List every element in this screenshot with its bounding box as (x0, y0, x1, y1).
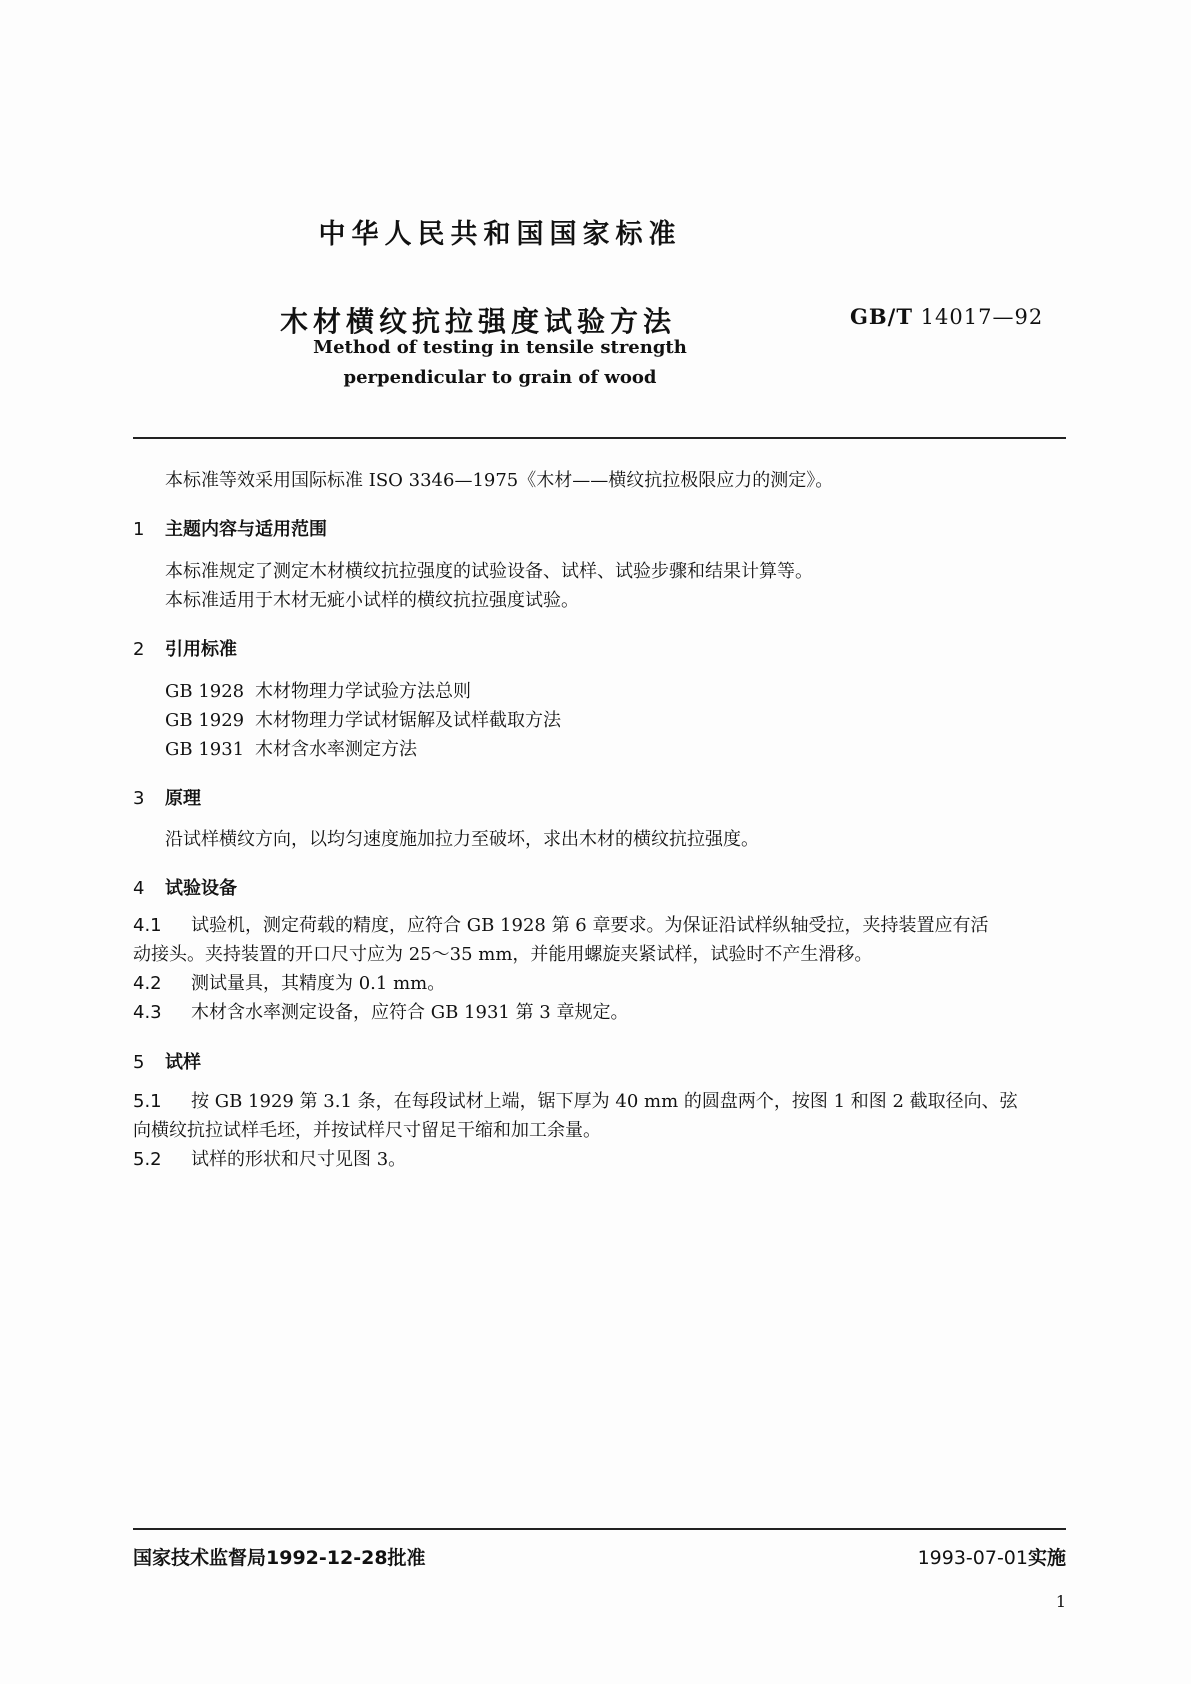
reference-name: 木材物理力学试材锯解及试样截取方法 (255, 710, 561, 731)
national-standard-title: 中华人民共和国国家标准 (318, 219, 682, 250)
page-number: 1 (1055, 1592, 1066, 1611)
header-divider (133, 437, 1066, 439)
clause-4-2 (133, 973, 445, 995)
section-heading-5 (133, 1048, 201, 1074)
reference-item (165, 681, 471, 703)
clause-number: 5.2 (133, 1149, 162, 1170)
section-heading-4 (133, 874, 237, 900)
clause-number: 4.1 (133, 915, 162, 936)
clause-text: 试样的形状和尺寸见图 3。 (191, 1149, 407, 1170)
section-number: 2 (133, 639, 145, 660)
clause-4-3 (133, 1002, 628, 1024)
document-title: 木材横纹抗拉强度试验方法 (280, 305, 677, 338)
section-number: 3 (133, 788, 145, 809)
footer-divider (133, 1528, 1066, 1530)
section-number: 5 (133, 1052, 145, 1073)
clause-number: 4.3 (133, 1002, 162, 1023)
standard-prefix: GB/T (850, 304, 913, 329)
reference-name: 木材含水率测定方法 (255, 739, 417, 760)
effective-date-line (918, 1543, 1066, 1570)
clause-text: 试验机，测定荷载的精度，应符合 GB 1928 第 6 章要求。为保证沿试样纵轴受拉，夹持装置应有活 (191, 915, 989, 936)
intro-paragraph: 本标准等效采用国际标准 ISO 3346—1975《木材——横纹抗拉极限应力的测定》。 (165, 470, 834, 491)
section-heading-1 (133, 515, 327, 541)
section-number: 1 (133, 519, 145, 540)
section-title: 原理 (165, 788, 201, 809)
reference-name: 木材物理力学试验方法总则 (255, 681, 471, 702)
clause-4-1-continued: 动接头。夹持装置的开口尺寸应为 25～35 mm，并能用螺旋夹紧试样，试验时不产生滑移。 (133, 944, 873, 965)
reference-item (165, 739, 417, 761)
section-title: 试验设备 (165, 878, 237, 899)
section-heading-2 (133, 635, 237, 661)
section-number: 4 (133, 878, 145, 899)
paragraph: 沿试样横纹方向，以均匀速度施加拉力至破坏，求出木材的横纹抗拉强度。 (165, 829, 759, 850)
clause-5-1 (133, 1091, 1018, 1113)
clause-number: 5.1 (133, 1091, 162, 1112)
english-title-line-2: perpendicular to grain of wood (343, 367, 657, 388)
clause-text: 木材含水率测定设备，应符合 GB 1931 第 3 章规定。 (191, 1002, 629, 1023)
standard-number: 14017—92 (912, 305, 1044, 329)
section-title: 主题内容与适用范围 (165, 519, 327, 540)
reference-code: GB 1929 (165, 710, 245, 731)
reference-item (165, 710, 561, 732)
clause-text: 测试量具，其精度为 0.1 mm。 (191, 973, 446, 994)
reference-code: GB 1928 (165, 681, 245, 702)
effective-date: 1993-07-01 (917, 1547, 1028, 1569)
approval-line: 国家技术监督局1992-12-28批准 (133, 1547, 426, 1569)
paragraph: 本标准规定了测定木材横纹抗拉强度的试验设备、试样、试验步骤和结果计算等。 (165, 561, 813, 582)
clause-4-1 (133, 915, 988, 937)
english-title-line-1: Method of testing in tensile strength (313, 337, 687, 358)
clause-text: 按 GB 1929 第 3.1 条，在每段试材上端，锯下厚为 40 mm 的圆盘两个，按图 1 和图 2 截取径向、弦 (191, 1091, 1018, 1112)
section-heading-3 (133, 784, 201, 810)
clause-5-2 (133, 1149, 406, 1171)
reference-code: GB 1931 (165, 739, 245, 760)
clause-5-1-continued: 向横纹抗拉试样毛坯，并按试样尺寸留足干缩和加工余量。 (133, 1120, 601, 1141)
effective-label: 实施 (1027, 1547, 1066, 1569)
section-title: 试样 (165, 1052, 201, 1073)
standard-code (850, 304, 1043, 329)
clause-number: 4.2 (133, 973, 162, 994)
paragraph: 本标准适用于木材无疵小试样的横纹抗拉强度试验。 (165, 590, 579, 611)
section-title: 引用标准 (165, 639, 237, 660)
